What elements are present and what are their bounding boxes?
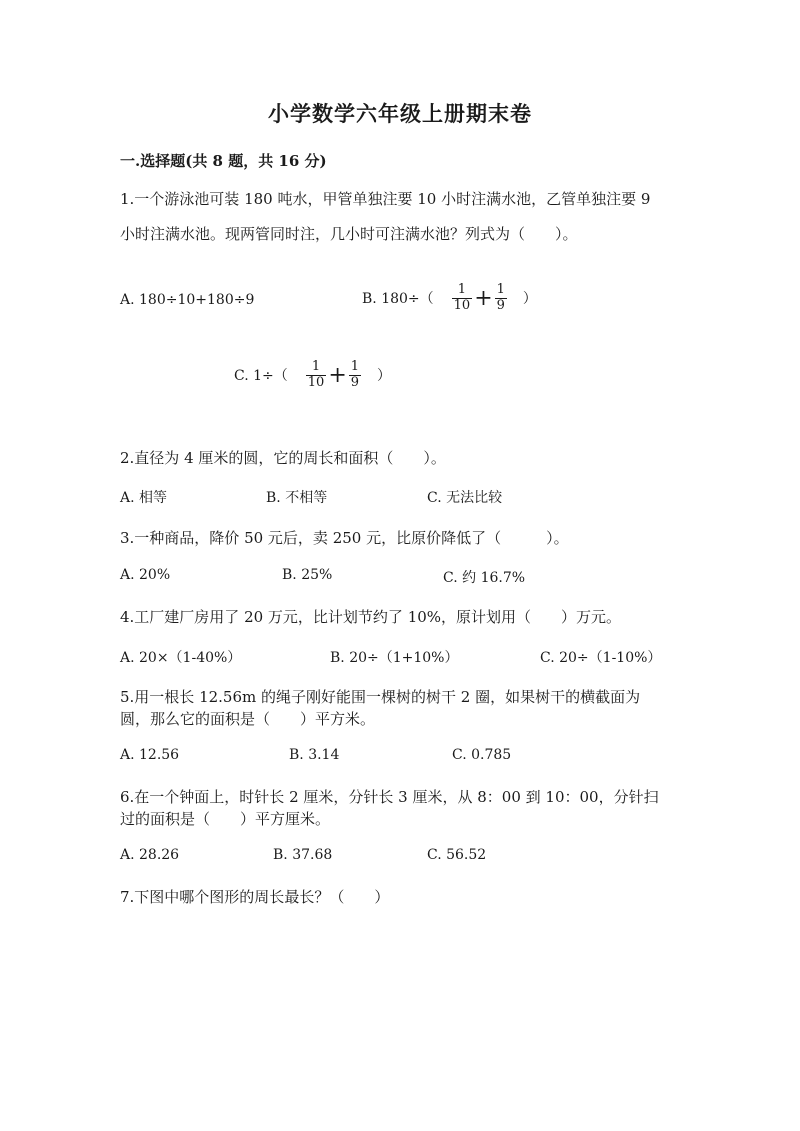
q3-option-c: C. 约 16.7% <box>443 570 526 586</box>
q6-option-b: B. 37.68 <box>273 847 333 863</box>
close-paren: ） <box>377 368 392 385</box>
fraction-denominator: 9 <box>496 297 505 313</box>
page-title: 小学数学六年级上册期末卷 <box>268 101 532 126</box>
plus-sign: + <box>328 362 347 388</box>
q1-option-b <box>362 283 537 314</box>
fraction-numerator: 1 <box>496 282 505 297</box>
q1-option-b-prefix: B. 180÷（ <box>362 291 434 308</box>
fraction-denominator: 9 <box>350 374 360 390</box>
q5-line1: 5.用一根长 12.56m 的绳子刚好能围一棵树的树干 2 圈，如果树干的横截面为 <box>120 688 641 706</box>
q3-text: 3.一种商品，降价 50 元后，卖 250 元，比原价降低了（ ）。 <box>120 529 569 547</box>
fraction-numerator: 1 <box>311 359 321 374</box>
fraction-one-ninth <box>495 283 507 314</box>
q6-line2: 过的面积是（ ）平方厘米。 <box>120 810 331 828</box>
q2-option-b: B. 不相等 <box>266 490 328 506</box>
fraction-one-tenth <box>306 360 327 391</box>
q4-text: 4.工厂建厂房用了 20 万元，比计划节约了 10%，原计划用（ ）万元。 <box>120 608 622 626</box>
q2-text: 2.直径为 4 厘米的圆，它的周长和面积（ ）。 <box>120 449 446 467</box>
fraction-numerator: 1 <box>350 359 360 374</box>
fraction-one-ninth <box>349 360 361 391</box>
q1-line1: 1.一个游泳池可装 180 吨水，甲管单独注要 10 小时注满水池，乙管单独注要 9 <box>120 190 651 208</box>
fraction-denominator: 10 <box>453 297 471 313</box>
q1-option-a: A. 180÷10+180÷9 <box>120 292 255 308</box>
q4-option-b: B. 20÷（1+10%） <box>330 650 459 666</box>
fraction-denominator: 10 <box>307 374 325 390</box>
close-paren: ） <box>522 291 537 308</box>
q5-line2: 圆，那么它的面积是（ ）平方米。 <box>120 710 376 728</box>
fraction-numerator: 1 <box>457 282 467 297</box>
plus-sign: + <box>474 285 493 311</box>
fraction-one-tenth <box>452 283 473 314</box>
q2-option-c: C. 无法比较 <box>427 490 503 506</box>
section-heading: 一.选择题(共 8 题，共 16 分) <box>120 152 327 170</box>
q6-option-a: A. 28.26 <box>120 847 180 863</box>
q4-option-a: A. 20×（1-40%） <box>120 650 242 666</box>
q2-option-a: A. 相等 <box>120 490 168 506</box>
q5-option-a: A. 12.56 <box>120 747 180 763</box>
q3-option-b: B. 25% <box>282 567 333 583</box>
q3-option-a: A. 20% <box>120 567 171 583</box>
q1-option-c <box>234 360 391 391</box>
q6-line1: 6.在一个钟面上，时针长 2 厘米，分针长 3 厘米，从 8：00 到 10：00，分针扫 <box>120 788 659 806</box>
q5-option-c: C. 0.785 <box>452 747 512 763</box>
q7-text: 7.下图中哪个图形的周长最长？（ ） <box>120 888 390 906</box>
q4-option-c: C. 20÷（1-10%） <box>540 650 662 666</box>
q5-option-b: B. 3.14 <box>289 747 340 763</box>
q1-option-c-prefix: C. 1÷（ <box>234 368 288 385</box>
q6-option-c: C. 56.52 <box>427 847 487 863</box>
q1-line2: 小时注满水池。现两管同时注，几小时可注满水池？列式为（ ）。 <box>120 225 578 243</box>
